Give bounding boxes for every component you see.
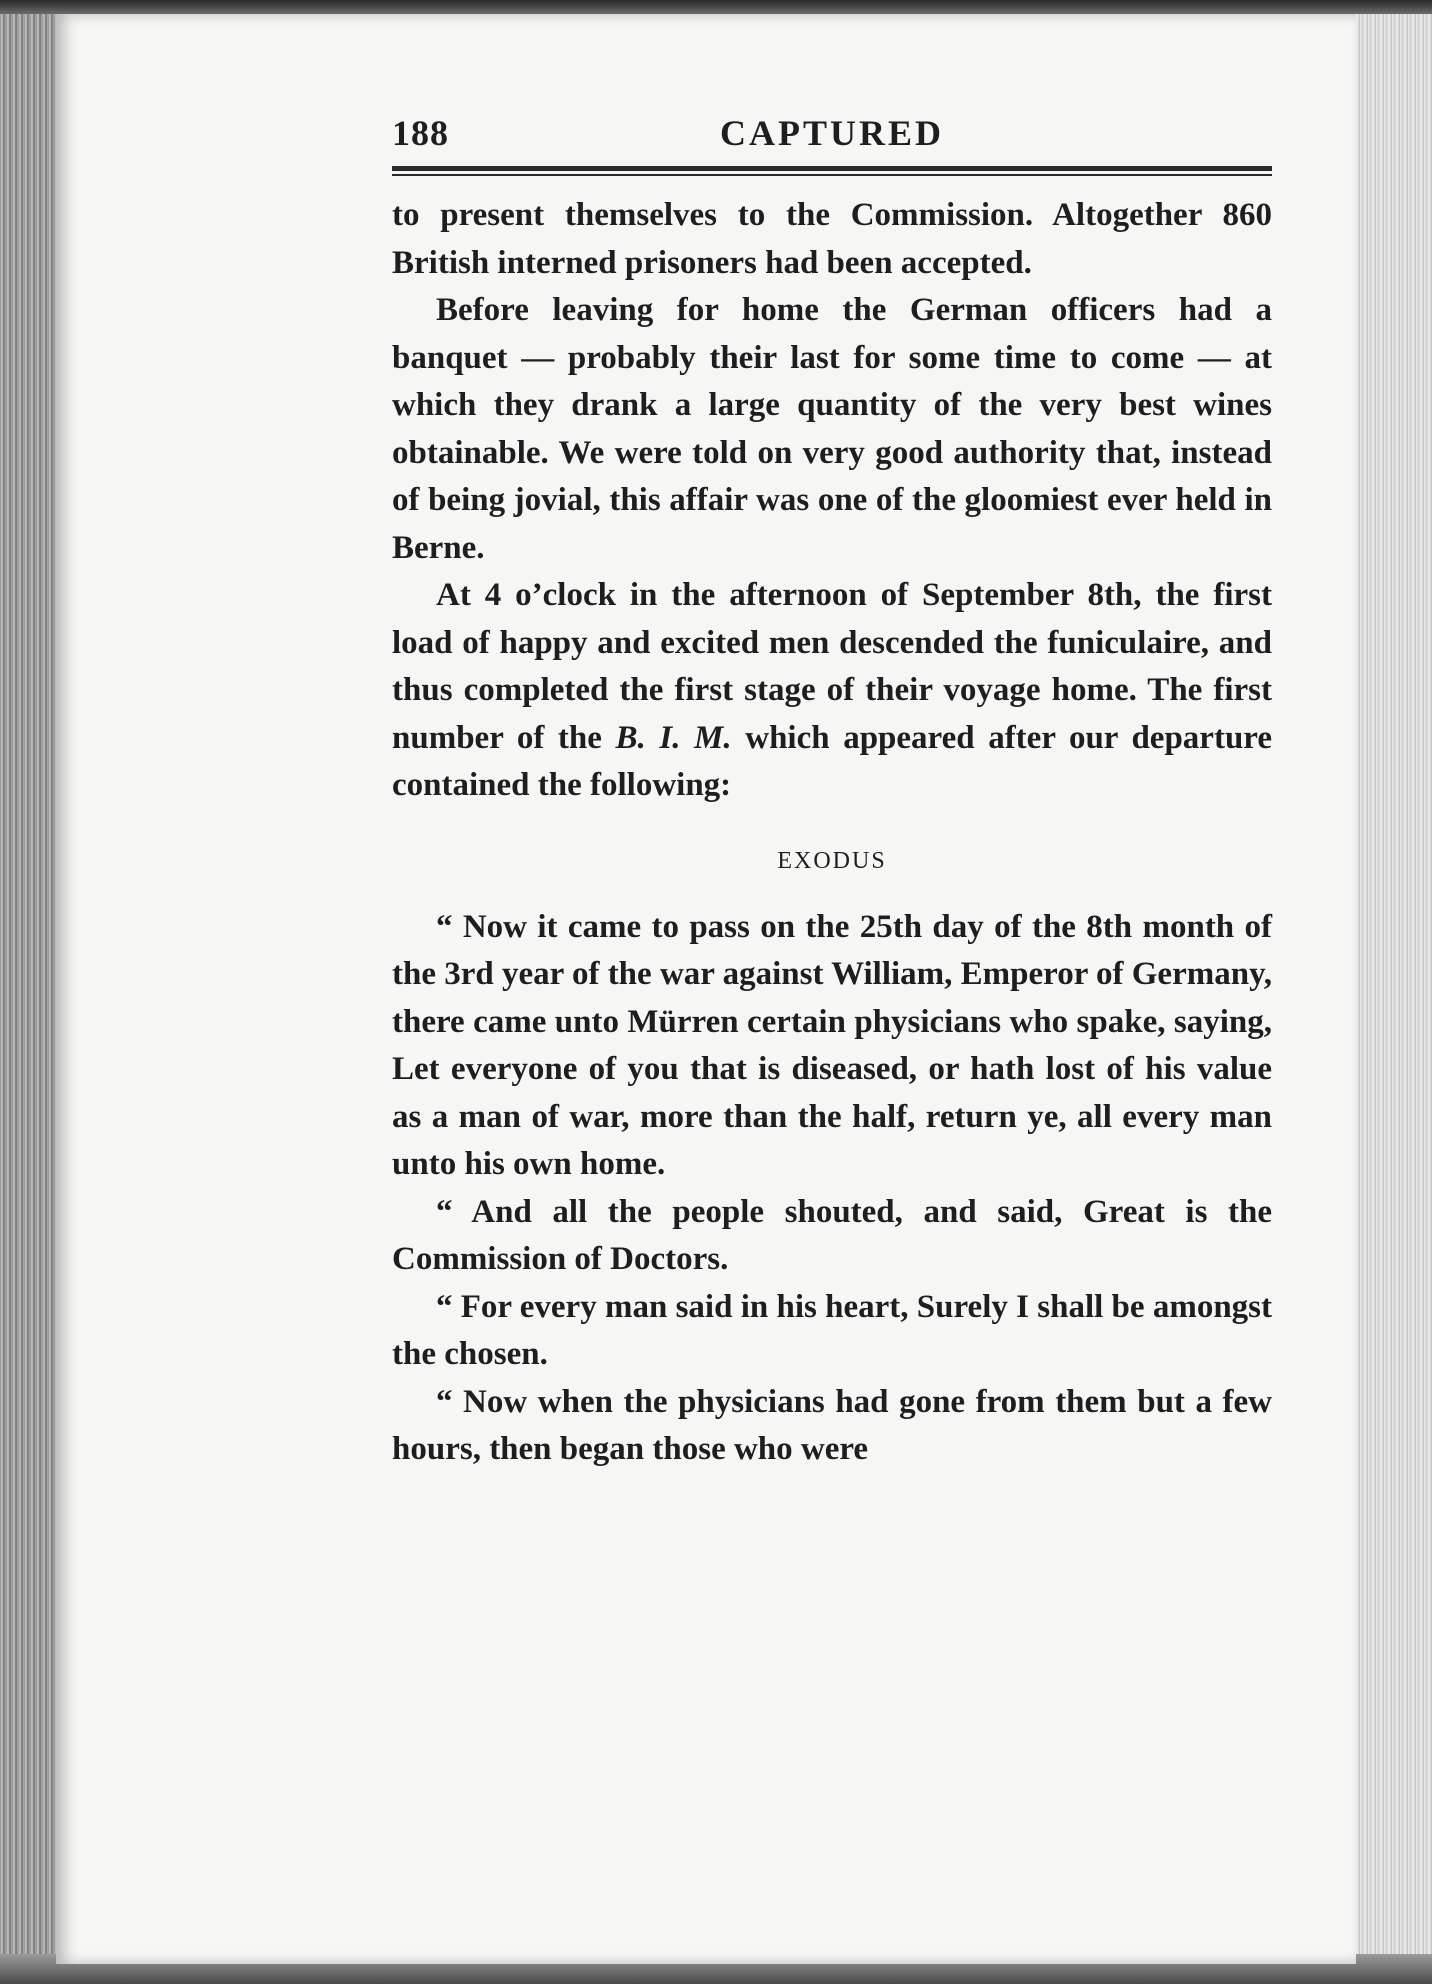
top-shadow-edge <box>0 0 1432 14</box>
quote-paragraph-4: “ Now when the physicians had gone from them but a few hours, then began those who were <box>392 1383 1272 1467</box>
running-head <box>392 112 1272 162</box>
quote-paragraph-2: “ And all the people shouted, and said, Great is the Commission of Doctors. <box>392 1193 1272 1277</box>
paragraph-continuation: to present themselves to the Commission. Altogether 860 British interned prisoners had been accepted. <box>392 197 1272 281</box>
paragraph-departure-end: which appeared after our departure contained the following: <box>392 719 1272 803</box>
quote-paragraph-1: “ Now it came to pass on the 25th day of the 8th month of the 3rd year of the war against William, Emperor of Germany, there came unto Mürren certain physicians who spake, saying, Let everyone of you that is diseased, or hath lost of his value as a man of war, more than the half, return ye, all every man unto his own home. <box>392 908 1272 1182</box>
header-rule-thin <box>392 174 1272 176</box>
paragraph-departure <box>392 572 1272 810</box>
body-text <box>392 192 1272 1474</box>
bim-title: B. I. M. <box>615 719 732 756</box>
exodus-quote <box>392 904 1272 1474</box>
page-number: 188 <box>392 113 449 153</box>
paragraph-departure-start: At 4 o’clock in the afternoon of September 8th, the first load of happy and excited men descended the funiculaire, and thus completed the first stage of their voyage home. The first number of the <box>392 577 1272 756</box>
section-heading: EXODUS <box>777 847 887 874</box>
paragraph-banquet: Before leaving for home the German officers had a banquet — probably their last for some time to come — at which they drank a large quantity of the very best wines obtainable. We were told on very good authority that, instead of being jovial, this affair was one of the gloomiest ever held in Berne. <box>392 292 1272 566</box>
running-title: CAPTURED <box>719 113 944 153</box>
book-page-edges-right <box>1352 0 1432 1984</box>
page-sheet <box>56 14 1356 1964</box>
header-rule-thick <box>392 166 1272 171</box>
quote-paragraph-3: “ For every man said in his heart, Surely I shall be amongst the chosen. <box>392 1288 1272 1372</box>
